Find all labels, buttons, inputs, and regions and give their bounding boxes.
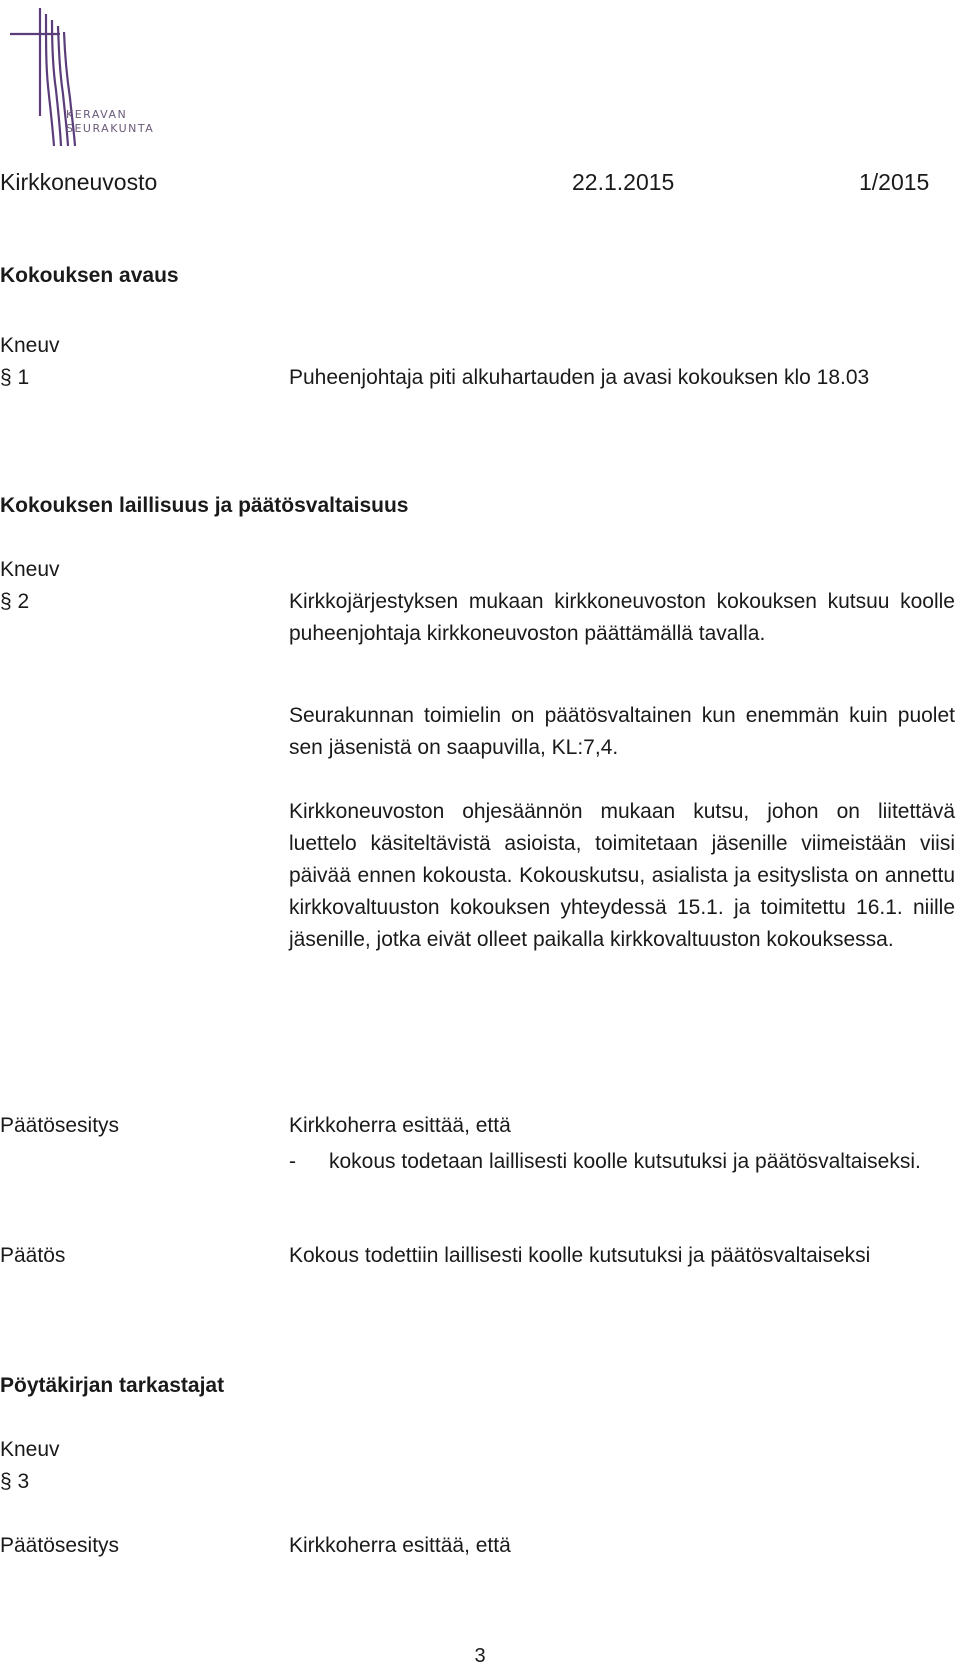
section-2-paragraph: § 2 — [0, 590, 30, 613]
section-3-title: Pöytäkirjan tarkastajat — [0, 1374, 225, 1397]
section-1-text-body: Puheenjohtaja piti alkuhartauden ja avasi kokouksen klo 18.03 — [289, 366, 870, 389]
section-2-decision-text: Kokous todettiin laillisesti koolle kutsutuksi ja päätösvaltaiseksi — [289, 1244, 871, 1267]
section-2-proposal-label: Päätösesitys — [0, 1114, 120, 1137]
section-3-proposal-intro — [289, 1530, 955, 1562]
section-2-proposal-item — [289, 1146, 955, 1178]
section-1-kneuv: Kneuv — [0, 334, 60, 357]
section-2-p1-text: Kirkkojärjestyksen mukaan kirkkoneuvoston kokouksen kutsuu koolle puheenjohtaja kirkkoneuvoston päättämällä tavalla. — [289, 590, 955, 645]
section-2-title: Kokouksen laillisuus ja päätösvaltaisuus — [0, 494, 409, 517]
header-organ: Kirkkoneuvosto — [0, 169, 158, 195]
header-date: 22.1.2015 — [572, 169, 675, 195]
section-2-proposal-item-text: kokous todetaan laillisesti koolle kutsutuksi ja päätösvaltaiseksi. — [329, 1150, 921, 1173]
page-number: 3 — [474, 1645, 486, 1667]
parish-logo — [6, 6, 156, 156]
section-1-paragraph: § 1 — [0, 366, 30, 389]
section-2-p3-text: Kirkkoneuvoston ohjesäännön mukaan kutsu, johon on liitettävä luettelo käsiteltävistä asioista, toimitetaan jäsenille viimeistään viisi päivää ennen kokousta. Kokouskutsu, asialista ja esityslista on annettu kirkkovaltuuston kokouksen yhteydessä 15.1. ja toimitettu 16.1. niille jäsenille, jotka eivät olleet paikalla kirkkovaltuuston kokouksessa. — [289, 800, 955, 951]
logo-line-seurakunta: SEURAKUNTA — [66, 122, 155, 135]
logo-line-keravan: KERAVAN — [66, 108, 128, 121]
section-1-title: Kokouksen avaus — [0, 264, 179, 287]
section-3-kneuv: Kneuv — [0, 1438, 60, 1461]
section-3-paragraph: § 3 — [0, 1470, 30, 1493]
section-2-kneuv: Kneuv — [0, 558, 60, 581]
section-2-decision-label: Päätös — [0, 1244, 66, 1267]
header-number: 1/2015 — [859, 169, 930, 195]
section-2-decision — [289, 1240, 955, 1272]
section-2-proposal-intro — [289, 1110, 955, 1142]
section-2-p1 — [289, 586, 955, 650]
section-1-text — [289, 362, 955, 394]
document-header — [0, 166, 960, 202]
section-3-proposal-label: Päätösesitys — [0, 1534, 120, 1557]
section-3-proposal-intro-text: Kirkkoherra esittää, että — [289, 1534, 511, 1557]
dash-bullet: - — [289, 1150, 296, 1173]
section-2-p2-text: Seurakunnan toimielin on päätösvaltainen kun enemmän kuin puolet sen jäsenistä on saapuvilla, KL:7,4. — [289, 704, 955, 759]
section-2-proposal-intro-text: Kirkkoherra esittää, että — [289, 1114, 511, 1137]
section-2-p3 — [289, 796, 955, 956]
section-2-p2 — [289, 700, 955, 764]
